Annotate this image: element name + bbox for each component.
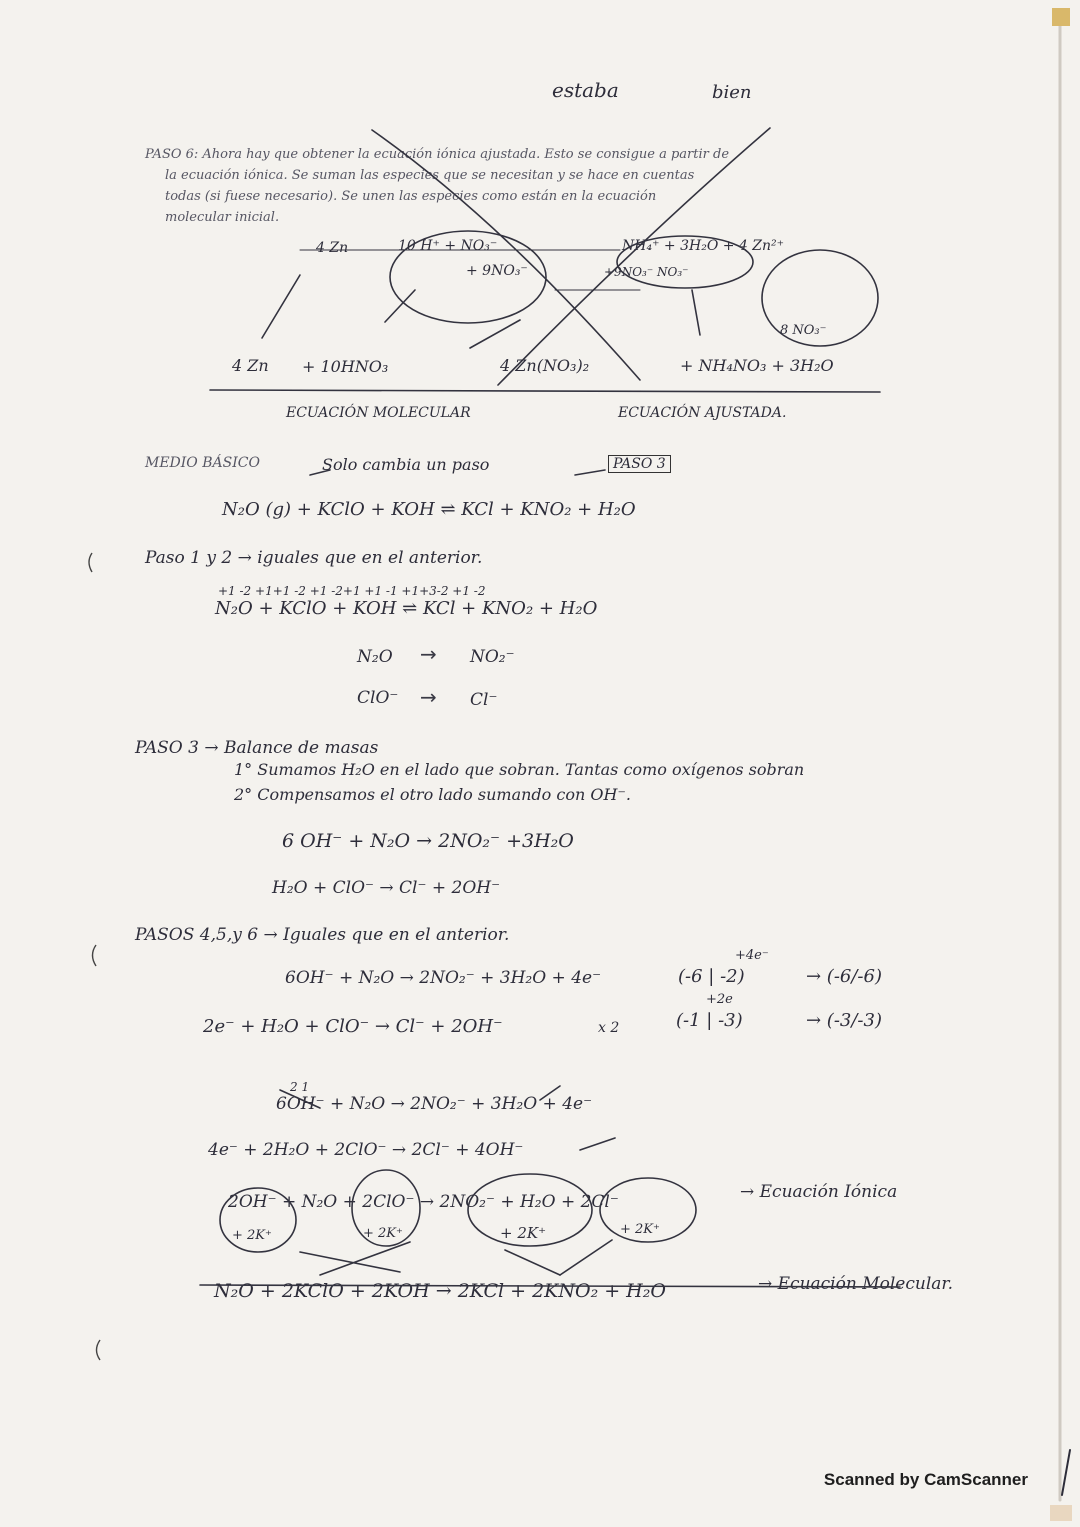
final-k-mid: + 2K⁺: [363, 1226, 403, 1241]
paso3-rule-1: 1° Sumamos H₂O en el lado que sobran. Tantas como oxígenos sobran: [234, 760, 805, 779]
crossed-bottom-right: + NH₄NO₃ + 3H₂O: [680, 356, 834, 375]
crossed-top-right-3: 8 NO₃⁻: [780, 323, 827, 338]
eq2-above: +2e: [706, 992, 733, 1007]
molecular-label: → Ecuación Molecular.: [758, 1274, 954, 1294]
half1-left: N₂O: [357, 647, 393, 667]
eq2-multiplier: x 2: [598, 1020, 620, 1036]
crossed-top-zn: 4 Zn: [316, 240, 349, 256]
eq1-oxidation: (-6 | -2): [678, 966, 745, 987]
arrow-icon: →: [420, 685, 437, 709]
final-k-right-1: + 2K⁺: [500, 1224, 547, 1242]
final-k-right-2: + 2K⁺: [620, 1222, 660, 1237]
paso3-rule-2: 2° Compensamos el otro lado sumando con OH⁻.: [234, 785, 631, 804]
half2-right: Cl⁻: [470, 690, 498, 710]
crossed-top-9no3: + 9NO₃⁻: [466, 263, 528, 279]
eq2-oxidation-result: → (-3/-3): [806, 1010, 882, 1031]
note-bien: bien: [712, 82, 752, 103]
crossed-bottom-hno3: + 10HNO₃: [302, 357, 389, 376]
arrow-icon: →: [420, 642, 437, 666]
paso12-equation: N₂O + KClO + KOH ⇌ KCl + KNO₂ + H₂O: [215, 598, 598, 619]
pasos456-eq-1: 6OH⁻ + N₂O → 2NO₂⁻ + 3H₂O + 4e⁻: [285, 968, 602, 988]
medio-basico-heading: MEDIO BÁSICO: [145, 455, 260, 471]
medio-basico-reaction: N₂O (g) + KClO + KOH ⇌ KCl + KNO₂ + H₂O: [222, 499, 636, 520]
pasos456-heading: PASOS 4,5,y 6 → Iguales que en el anterior.: [135, 925, 510, 945]
final-ionic-equation: 2OH⁻ + N₂O + 2ClO⁻ → 2NO₂⁻ + H₂O + 2Cl⁻: [228, 1192, 619, 1212]
paso6-line-4: molecular inicial.: [165, 210, 280, 225]
sum-eq-2: 4e⁻ + 2H₂O + 2ClO⁻ → 2Cl⁻ + 4OH⁻: [208, 1140, 524, 1160]
crossed-bottom-zn: 4 Zn: [232, 356, 269, 375]
sum-eq-1: 6OH⁻ + N₂O → 2NO₂⁻ + 3H₂O + 4e⁻: [276, 1094, 593, 1114]
paso6-line-2: la ecuación iónica. Se suman las especies que se necesitan y se hace en cuentas: [165, 168, 695, 183]
final-molecular-equation: N₂O + 2KClO + 2KOH → 2KCl + 2KNO₂ + H₂O: [214, 1280, 666, 1302]
half1-right: NO₂⁻: [470, 647, 515, 667]
crossed-bottom-zn-no3: 4 Zn(NO₃)₂: [500, 356, 590, 375]
final-k-left: + 2K⁺: [232, 1228, 272, 1243]
paso3-heading: PASO 3 → Balance de masas: [135, 738, 379, 758]
ionic-label: → Ecuación Iónica: [740, 1182, 898, 1202]
paso12-text: Paso 1 y 2 → iguales que en el anterior.: [145, 548, 483, 568]
paso3-eq-2: H₂O + ClO⁻ → Cl⁻ + 2OH⁻: [272, 878, 501, 898]
medio-basico-note: Solo cambia un paso: [322, 455, 490, 474]
note-estaba: estaba: [552, 78, 619, 102]
paso3-box: PASO 3: [608, 455, 671, 473]
crossed-top-right-1: NH₄⁺ + 3H₂O + 4 Zn²⁺: [622, 238, 785, 254]
eq1-above: +4e⁻: [735, 948, 769, 963]
paso6-line-3: todas (si fuese necesario). Se unen las especies como están en la ecuación: [165, 189, 657, 204]
label-ecuacion-molecular-crossed: ECUACIÓN MOLECULAR: [286, 405, 471, 421]
half2-left: ClO⁻: [357, 688, 399, 708]
sum1-superscripts: 2 1: [290, 1080, 310, 1094]
eq2-oxidation: (-1 | -3): [676, 1010, 743, 1031]
paso6-line-1: PASO 6: Ahora hay que obtener la ecuación iónica ajustada. Esto se consigue a partir de: [145, 147, 730, 162]
crossed-top-h-no3: 10 H⁺ + NO₃⁻: [398, 238, 498, 254]
paso12-oxidation-states: +1 -2 +1+1 -2 +1 -2+1 +1 -1 +1+3-2 +1 -2: [218, 584, 486, 598]
crossed-top-right-2: +9NO₃⁻ NO₃⁻: [604, 265, 689, 279]
eq1-oxidation-result: → (-6/-6): [806, 966, 882, 987]
label-ecuacion-ajustada: ECUACIÓN AJUSTADA.: [618, 405, 787, 421]
scanner-watermark: Scanned by CamScanner: [823, 1470, 1028, 1489]
pasos456-eq-2: 2e⁻ + H₂O + ClO⁻ → Cl⁻ + 2OH⁻: [203, 1016, 503, 1037]
paso3-eq-1: 6 OH⁻ + N₂O → 2NO₂⁻ +3H₂O: [282, 830, 574, 852]
